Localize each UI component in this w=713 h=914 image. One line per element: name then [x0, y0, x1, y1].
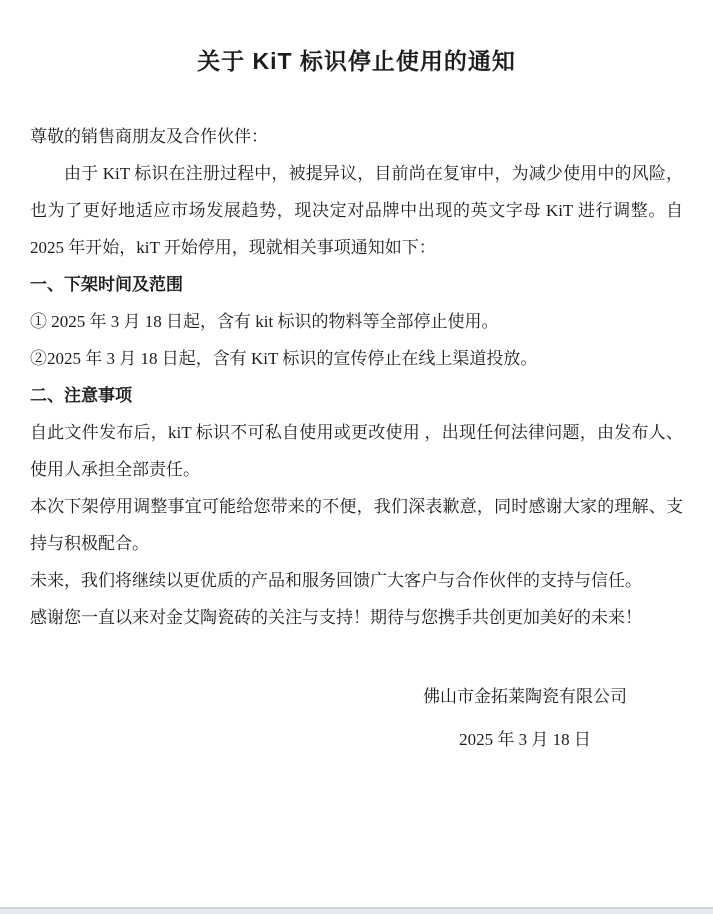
salutation: 尊敬的销售商朋友及合作伙伴：: [30, 127, 268, 146]
signature-date: 2025 年 3 月 18 日: [459, 730, 591, 749]
section2-heading: 二、注意事项: [30, 386, 132, 405]
signature-block: [395, 678, 655, 758]
section2-paragraph-2: 本次下架停用调整事宜可能给您带来的不便，我们深表歉意，同时感谢大家的理解、支持与积极配合。: [30, 497, 683, 553]
document-title: 关于 KiT 标识停止使用的通知: [197, 48, 516, 74]
section1-heading: 一、下架时间及范围: [30, 275, 183, 294]
section2-paragraph-1: 自此文件发布后，kiT 标识不可私自使用或更改使用 ，出现任何法律问题，由发布人、使用人承担全部责任。: [30, 423, 683, 479]
section2-paragraph-3: 未来，我们将继续以更优质的产品和服务回馈广大客户与合作伙伴的支持与信任。: [30, 571, 642, 590]
notice-document: [0, 46, 713, 758]
section1-item-2: ②2025 年 3 月 18 日起，含有 KiT 标识的宣传停止在线上渠道投放。: [30, 349, 538, 368]
document-body: [30, 118, 683, 636]
signature-company: 佛山市金拓莱陶瓷有限公司: [423, 687, 627, 706]
section2-paragraph-4: 感谢您一直以来对金艾陶瓷砖的关注与支持！期待与您携手共创更加美好的未来！: [30, 608, 642, 627]
section1-item-1: ① 2025 年 3 月 18 日起，含有 kit 标识的物料等全部停止使用。: [30, 312, 499, 331]
window-bottom-edge: [0, 907, 713, 914]
intro-paragraph: 由于 KiT 标识在注册过程中，被提异议，目前尚在复审中，为减少使用中的风险，也为了更好地适应市场发展趋势，现决定对品牌中出现的英文字母 KiT 进行调整。自 2025 年开始，kiT 开始停用，现就相关事项通知如下：: [30, 164, 683, 257]
